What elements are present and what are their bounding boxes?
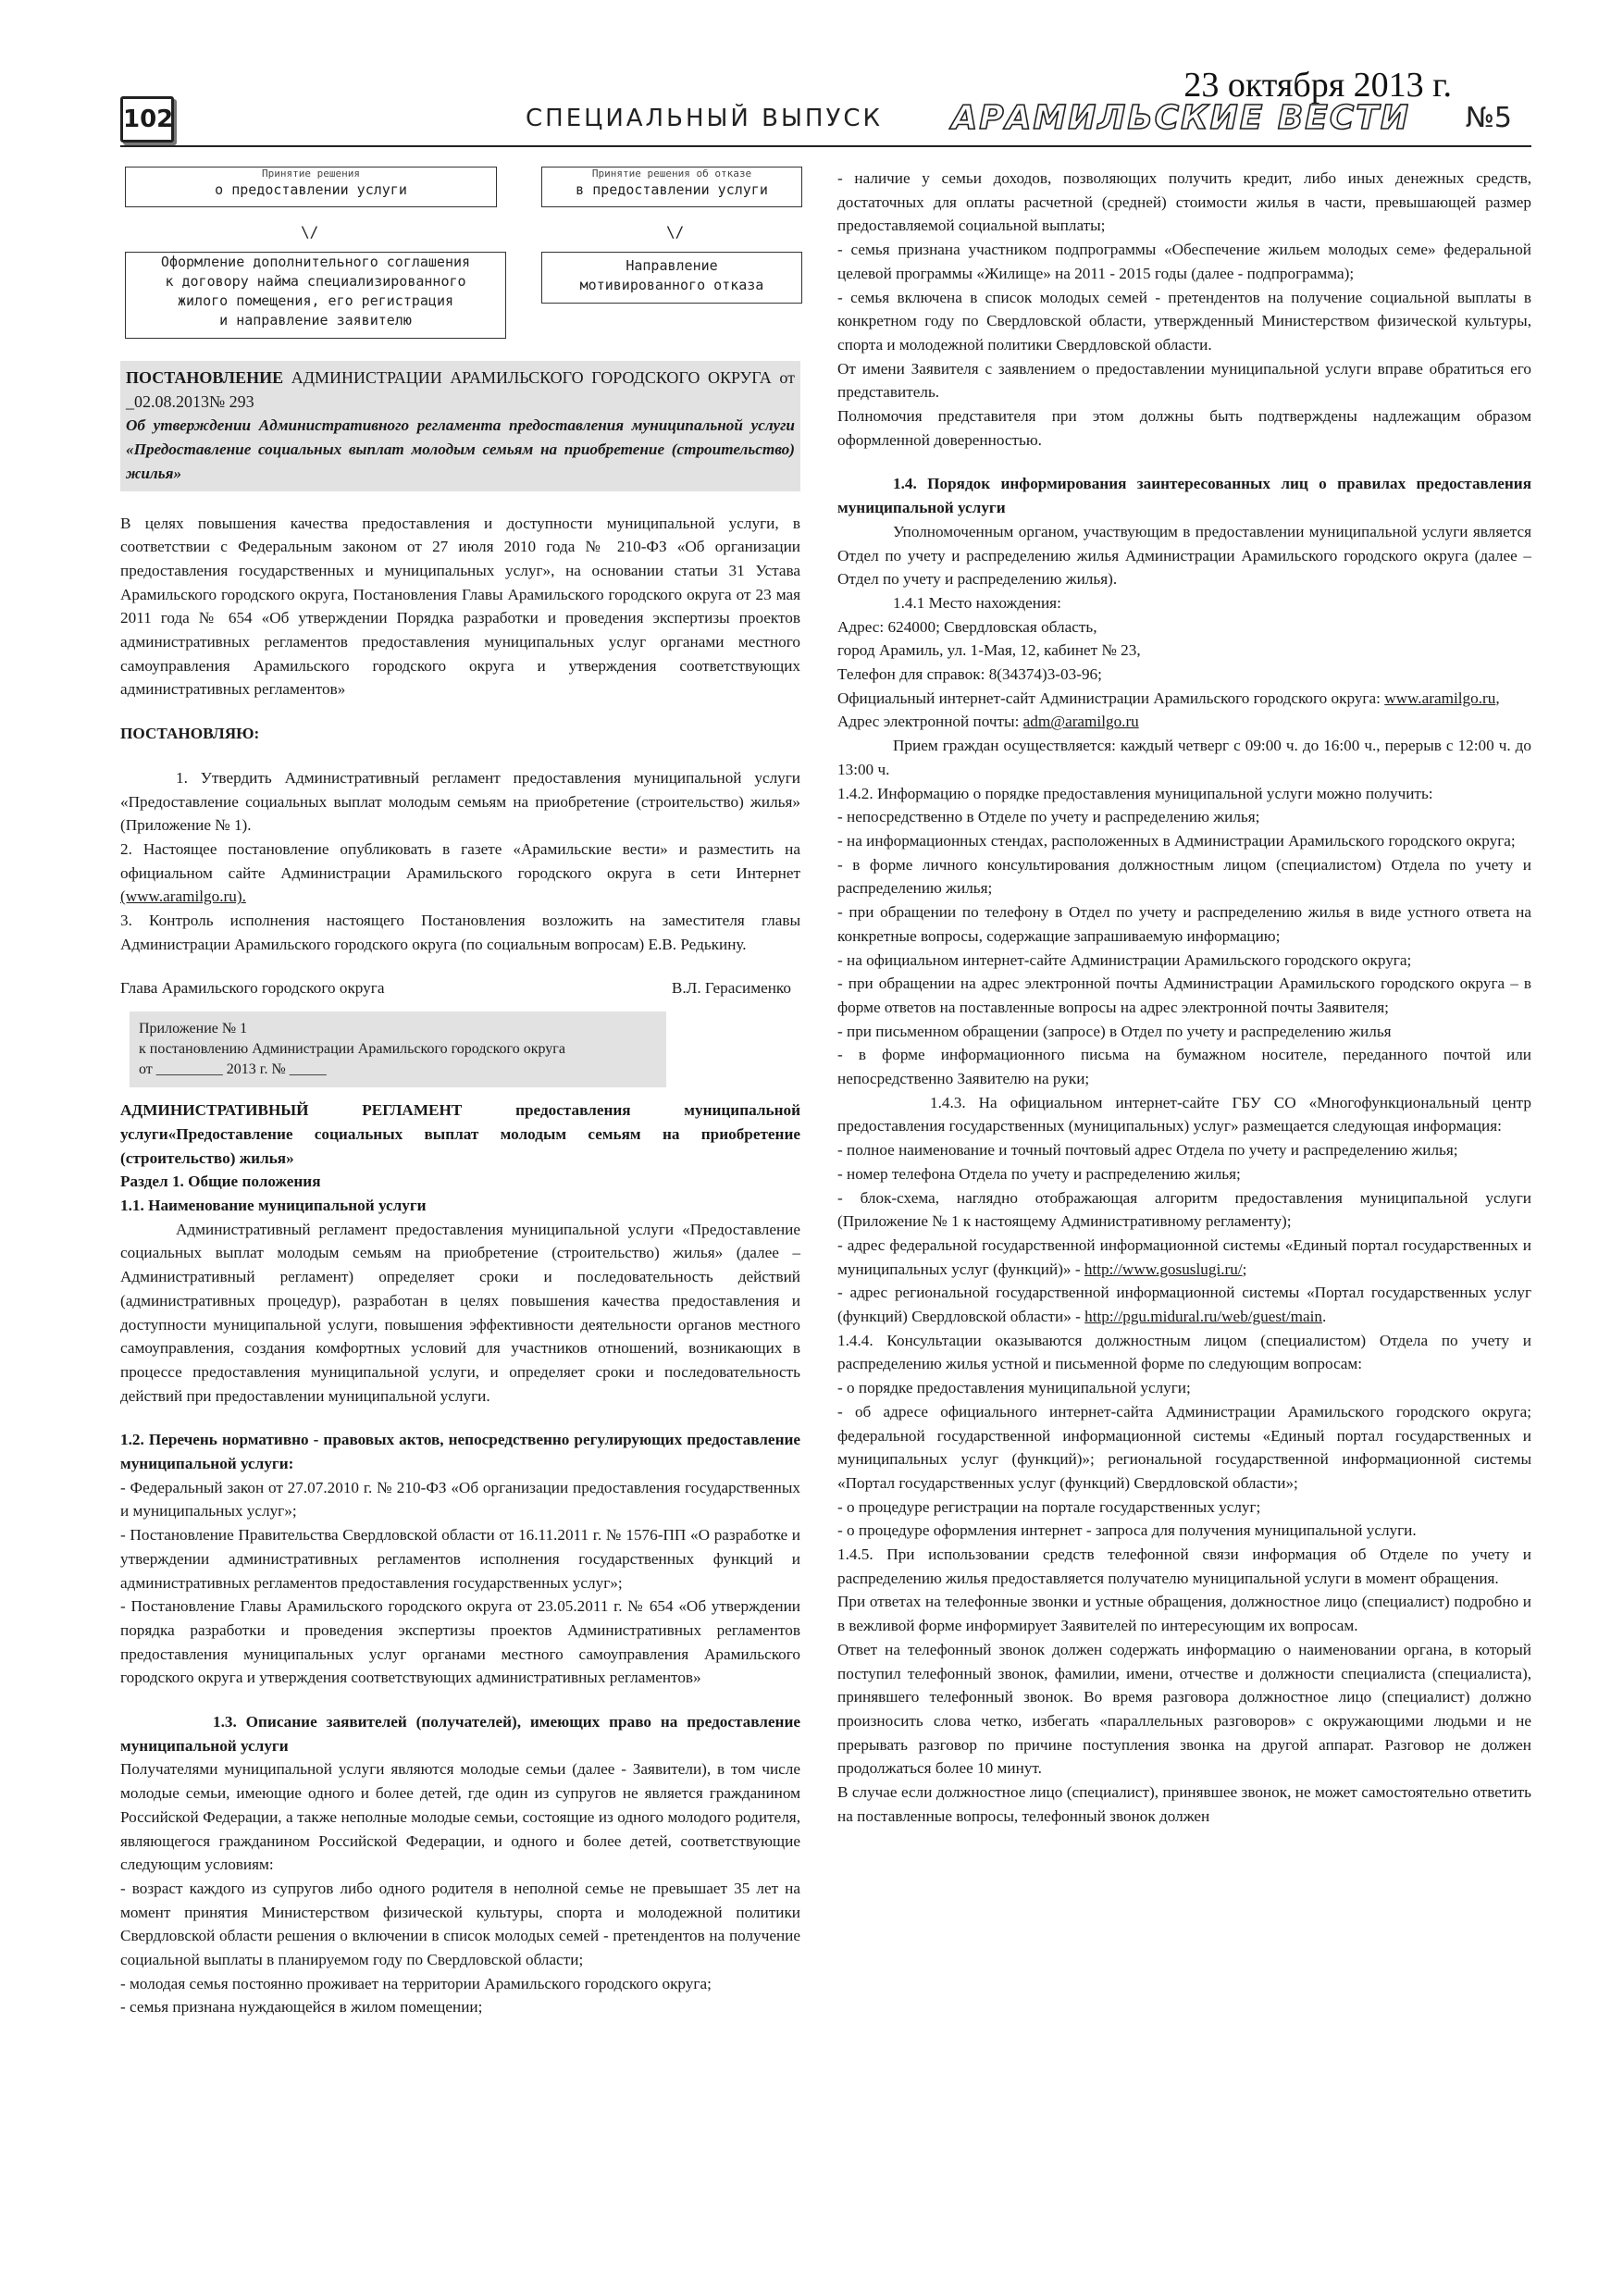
gosuslugi-link[interactable]: http://www.gosuslugi.ru/	[1084, 1260, 1243, 1278]
appendix-note	[130, 1011, 666, 1087]
gosuslugi-item	[837, 1234, 1531, 1281]
signer-name: В.Л. Герасименко	[671, 979, 791, 998]
flowchart	[120, 167, 800, 361]
s1-4-2-item: - в форме личного консультирования должностным лицом (специалистом) Отдела по учету и распределению жилья;	[837, 855, 1531, 898]
s1-4-2-item: - при письменном обращении (запросе) в Отдел по учету и распределению жилья	[837, 1022, 1392, 1040]
flow-box-refusal-notice	[541, 252, 802, 304]
decree-title-bold: ПОСТАНОВЛЕНИЕ	[126, 368, 284, 387]
flow-box-caption: Принятие решения об отказе	[591, 168, 752, 180]
site-link[interactable]: www.aramilgo.ru	[1384, 689, 1496, 707]
flow-box-line: к договору найма специализированного	[165, 273, 466, 290]
signature-line	[120, 976, 800, 1000]
decree-item-3: 3. Контроль исполнения настоящего Постановления возложить на заместителя главы Администрации Арамильского городского округа (по социальным вопросам) Е.В. Редькину.	[120, 912, 800, 953]
decree-title	[126, 366, 795, 414]
decree-title-rest: АДМИНИСТРАЦИИ АРАМИЛЬСКОГО ГОРОДСКОГО ОКРУГА от _02.08.2013№ 293	[126, 368, 795, 411]
s1-4-2-item: - в форме информационного письма на бумажном носителе, переданного почтой или непосредственно Заявителю на руки;	[837, 1046, 1531, 1088]
address-line: город Арамиль, ул. 1-Мая, 12, кабинет № 23,	[837, 641, 1141, 660]
section-1-heading: Раздел 1. Общие положения	[120, 1173, 321, 1191]
decree-subtitle: Об утверждении Административного регламента предоставления муниципальной услуги «Предоставление социальных выплат молодым семьям на приобретение (строительство) жилья»	[126, 416, 795, 482]
s1-3-text: Получателями муниципальной услуги являются молодые семьи (далее - Заявители), в том числе молодые семьи, имеющие одного и более детей, где один из супругов не является гражданином Российской Федерации, а также неполные молодые семьи, состоящие из одного молодого родителя, являющегося гражданином Российской Федерации, и одного и более детей, соответствующие следующим условиям:	[120, 1760, 800, 1874]
s1-4-4-item: - о процедуре оформления интернет - запроса для получения муниципальной услуги.	[837, 1521, 1417, 1540]
decree-item-2	[120, 838, 800, 909]
s1-2-item: - Федеральный закон от 27.07.2010 г. № 210-ФЗ «Об организации предоставления государственных и муниципальных услуг»;	[120, 1478, 800, 1520]
header-rule	[120, 145, 1531, 147]
decree-item-2-text: 2. Настоящее постановление опубликовать в газете «Арамильские вести» и разместить на официальном сайте Администрации Арамильского городского округа в сети Интернет	[120, 839, 800, 882]
flow-box-agreement	[125, 252, 506, 339]
s1-4-3-item: - блок-схема, наглядно отображающая алгоритм предоставления муниципальной услуги (Приложение № 1 к настоящему Административному регламенту);	[837, 1188, 1531, 1231]
decree-resolve: ПОСТАНОВЛЯЮ:	[120, 725, 260, 743]
flow-box-line: и направление заявителю	[219, 312, 412, 329]
s1-4-3-item: - номер телефона Отдела по учету и распределению жилья;	[837, 1164, 1241, 1183]
signer-role: Глава Арамильского городского округа	[120, 979, 385, 998]
flow-arrow: \/	[666, 223, 685, 241]
issue-date: 23 октября 2013 г.	[1183, 66, 1452, 105]
site-label: Официальный интернет-сайт Администрации Арамильского городского округа:	[837, 689, 1385, 707]
s1-4-2-heading: 1.4.2. Информацию о порядке предоставления муниципальной услуги можно получить:	[837, 784, 1433, 802]
issue-number: №5	[1465, 102, 1512, 134]
s1-4-2-item: - при обращении на адрес электронной почты Администрации Арамильского городского округа – в форме ответов на поставленные вопросы на адрес электронной почты Заявителя;	[837, 974, 1531, 1016]
s1-4-text: Уполномоченным органом, участвующим в предоставлении муниципальной услуги является Отдел по учету и распределению жилья Администрации Арамильского городского округа (далее – Отдел по учету и распределению жилья).	[837, 522, 1531, 589]
gosuslugi-tail: ;	[1242, 1260, 1247, 1278]
flow-box-line: мотивированного отказа	[579, 277, 764, 293]
right-column	[837, 167, 1531, 1829]
decree-item-1: 1. Утвердить Административный регламент предоставления муниципальной услуги «Предоставление социальных выплат молодым семьям на приобретение (строительство) жилья» (Приложение № 1).	[120, 768, 800, 835]
s1-4-4-item: - об адресе официального интернет-сайта Администрации Арамильского городского округа; федеральной государственной информационной системы «Единый портал государственных и муниципальных услуг (функций)»; региональной государственной информационной системы «Портал государственных услуг (функций) Свердловской области»;	[837, 1402, 1531, 1492]
regulation-title: АДМИНИСТРАТИВНЫЙ РЕГЛАМЕНТ предоставления муниципальной услуги«Предоставление социальных выплат молодым семьям на приобретение (строительство) жилья»	[120, 1101, 800, 1167]
s1-4-4-item: - о процедуре регистрации на портале государственных услуг;	[837, 1497, 1261, 1516]
email-link[interactable]: adm@aramilgo.ru	[1022, 713, 1139, 731]
appendix-line: к постановлению Администрации Арамильского городского округа	[139, 1041, 565, 1058]
flow-box-caption: Принятие решения	[262, 168, 360, 180]
calls-text: При ответах на телефонные звонки и устные обращения, должностное лицо (специалист) подробно и в вежливой форме информирует Заявителей по интересующим их вопросам.	[837, 1593, 1531, 1635]
flow-box-text: о предоставлении услуги	[215, 181, 407, 198]
s1-4-4-heading: 1.4.4. Консультации оказываются должностным лицом (специалистом) Отдела по учету и распределению жилья устной и письменной форме по следующим вопросам:	[837, 1331, 1531, 1373]
s1-4-2-item: - при обращении по телефону в Отдел по учету и распределению жилья в виде устного ответа на конкретные вопросы, содержащие запрашиваемую информацию;	[837, 903, 1531, 945]
pgu-text: - адрес региональной государственной информационной системы «Портал государственных услуг (функций) Свердловской области» -	[837, 1284, 1531, 1326]
s1-4-heading: 1.4. Порядок информирования заинтересованных лиц о правилах предоставления муниципальной услуги	[837, 475, 1531, 517]
section-rubric: СПЕЦИАЛЬНЫЙ ВЫПУСК	[526, 105, 883, 132]
email-line	[837, 710, 1531, 734]
flow-box-line: Оформление дополнительного соглашения	[160, 254, 471, 270]
address-line: Адрес: 624000; Свердловская область,	[837, 617, 1097, 636]
s1-2-item: - Постановление Главы Арамильского городского округа от 23.05.2011 г. № 654 «Об утверждении порядка разработки и проведения экспертизы проектов Административных регламентов предоставления муниципальных услуг органами местного самоуправления Арамильского городского округа и утверждения соответствующих административных регламентов»	[120, 1597, 800, 1687]
page-header	[0, 0, 1623, 155]
flow-box-approval	[125, 167, 497, 207]
s1-4-2-item: - на официальном интернет-сайте Администрации Арамильского городского округа;	[837, 950, 1412, 969]
s1-3-heading: 1.3. Описание заявителей (получателей), имеющих право на предоставление муниципальной услуги	[120, 1713, 800, 1755]
s1-4-3-item: - полное наименование и точный почтовый адрес Отдела по учету и распределению жилья;	[837, 1141, 1458, 1160]
condition-item: - наличие у семьи доходов, позволяющих получить кредит, либо иных денежных средств, достаточных для оплаты расчетной (средней) стоимости жилья в части, превышающей размер предоставляемой социальной выплаты;	[837, 169, 1531, 235]
s1-1-text: Административный регламент предоставления муниципальной услуги «Предоставление социальных выплат молодым семьям на приобретение (строительство) жилья» (далее – Административный регламент) определяет сроки и последовательность действий (административных процедур), разработан в целях повышения качества предоставления и доступности муниципальной услуги, повышения эффективности деятельности органов местного самоуправления, создания комфортных условий для участников отношений, возникающих в процессе предоставления муниципальной услуги, и определяет сроки и последовательность действий при предоставлении муниципальной услуги.	[120, 1220, 800, 1405]
representative-text: От имени Заявителя с заявлением о предоставлении муниципальной услуги вправе обратиться его представитель.	[837, 359, 1531, 402]
s1-2-heading: 1.2. Перечень нормативно - правовых актов, непосредственно регулирующих предоставление муниципальной услуги:	[120, 1431, 800, 1473]
s1-3-item: - молодая семья постоянно проживает на территории Арамильского городского округа;	[120, 1974, 712, 1992]
reception-hours: Прием граждан осуществляется: каждый четверг с 09:00 ч. до 16:00 ч., перерыв с 12:00 ч. до 13:00 ч.	[837, 737, 1531, 778]
appendix-line: Приложение № 1	[139, 1021, 248, 1037]
representative-text: Полномочия представителя при этом должны быть подтверждены надлежащим образом оформленной доверенностью.	[837, 407, 1531, 449]
aramilgo-link[interactable]: (www.aramilgo.ru).	[120, 887, 246, 906]
s1-3-item: - семья признана нуждающейся в жилом помещении;	[120, 1998, 483, 2017]
pgu-item	[837, 1281, 1531, 1328]
pgu-link[interactable]: http://pgu.midural.ru/web/guest/main	[1084, 1308, 1322, 1326]
flow-box-refusal	[541, 167, 802, 207]
s1-1-heading: 1.1. Наименование муниципальной услуги	[120, 1196, 427, 1214]
pgu-tail: .	[1321, 1308, 1327, 1326]
flow-arrow: \/	[301, 223, 319, 241]
newspaper-name: АРАМИЛЬСКИЕ ВЕСТИ	[951, 99, 1410, 137]
calls-text: Ответ на телефонный звонок должен содержать информацию о наименовании органа, в который поступил телефонный звонок, фамилии, имени, отчестве и должности специалиста (специалиста), принявшего телефонный звонок. Во время разговора должностное лицо (специалист) должно произносить слова четко, избегать «параллельных разговоров» с окружающими людьми и не прерывать разговор по причине поступления звонка на другой аппарат. Разговор не должен продолжаться более 10 минут.	[837, 1640, 1531, 1778]
s1-4-2-item: - на информационных стендах, расположенных в Администрации Арамильского городского округа;	[837, 831, 1516, 850]
gosuslugi-text: - адрес федеральной государственной информационной системы «Единый портал государственных и муниципальных услуг (функций)» -	[837, 1235, 1531, 1278]
s1-2-item: - Постановление Правительства Свердловской области от 16.11.2011 г. № 1576-ПП «О разработке и утверждении административных регламентов исполнения государственных функций и административных регламентов предоставления государственных услуг»;	[120, 1526, 800, 1592]
condition-item: - семья признана участником подпрограммы «Обеспечение жильем молодых семе» федеральной целевой программы «Жилище» на 2011 - 2015 годы (далее - подпрограмма);	[837, 241, 1531, 282]
s1-4-4-item: - о порядке предоставления муниципальной услуги;	[837, 1379, 1191, 1397]
s1-4-3-heading: 1.4.3. На официальном интернет-сайте ГБУ СО «Многофункциональный центр предоставления государственных (муниципальных) услуг» размещается следующая информация:	[837, 1093, 1531, 1136]
email-label: Адрес электронной почты:	[837, 713, 1023, 731]
appendix-line: от _________ 2013 г. № _____	[139, 1061, 327, 1078]
s1-4-2-item: - непосредственно в Отделе по учету и распределению жилья;	[837, 808, 1260, 826]
site-line	[837, 687, 1531, 711]
page-number: 102	[120, 96, 174, 143]
phone-line: Телефон для справок: 8(34374)3-03-96;	[837, 665, 1102, 684]
site-tail: ,	[1495, 689, 1500, 707]
s1-3-item: - возраст каждого из супругов либо одного родителя в неполной семье не превышает 35 лет на момент принятия Министерством физической культуры, спорта и молодежной политики Свердловской области решения о включении в список молодых семей - претендентов на получение социальной выплаты в планируемом году по Свердловской области;	[120, 1879, 800, 1969]
left-column	[120, 167, 800, 2019]
s1-4-1-heading: 1.4.1 Место нахождения:	[893, 593, 1061, 612]
decree-preamble: В целях повышения качества предоставления и доступности муниципальной услуги, в соответствии с Федеральным законом от 27 июля 2010 года № 210-ФЗ «Об организации предоставления государственных и муниципальных услуг», на основании статьи 31 Устава Арамильского городского округа, Постановления Главы Арамильского городского округа от 23 мая 2011 года № 654 «Об утверждении Порядка разработки и проведения экспертизы проектов административных регламентов предоставления муниципальных услуг органами местного самоуправления Арамильского городского округа и утверждения соответствующих административных регламентов»	[120, 514, 800, 699]
calls-text: В случае если должностное лицо (специалист), принявшее звонок, не может самостоятельно ответить на поставленные вопросы, телефонный звонок должен	[837, 1783, 1531, 1825]
flow-box-text: в предоставлении услуги	[576, 181, 768, 198]
condition-item: - семья включена в список молодых семей - претендентов на получение социальной выплаты в конкретном году по Свердловской области, утвержденный Министерством физической культуры, спорта и молодежной политики Свердловской области.	[837, 288, 1531, 354]
flow-box-line: жилого помещения, его регистрация	[177, 292, 453, 309]
flow-box-line: Направление	[626, 257, 718, 274]
decree-header	[120, 361, 800, 491]
s1-4-5-heading: 1.4.5. При использовании средств телефонной связи информация об Отделе по учету и распределению жилья предоставляется получателю муниципальной услуги в момент обращения.	[837, 1545, 1531, 1587]
